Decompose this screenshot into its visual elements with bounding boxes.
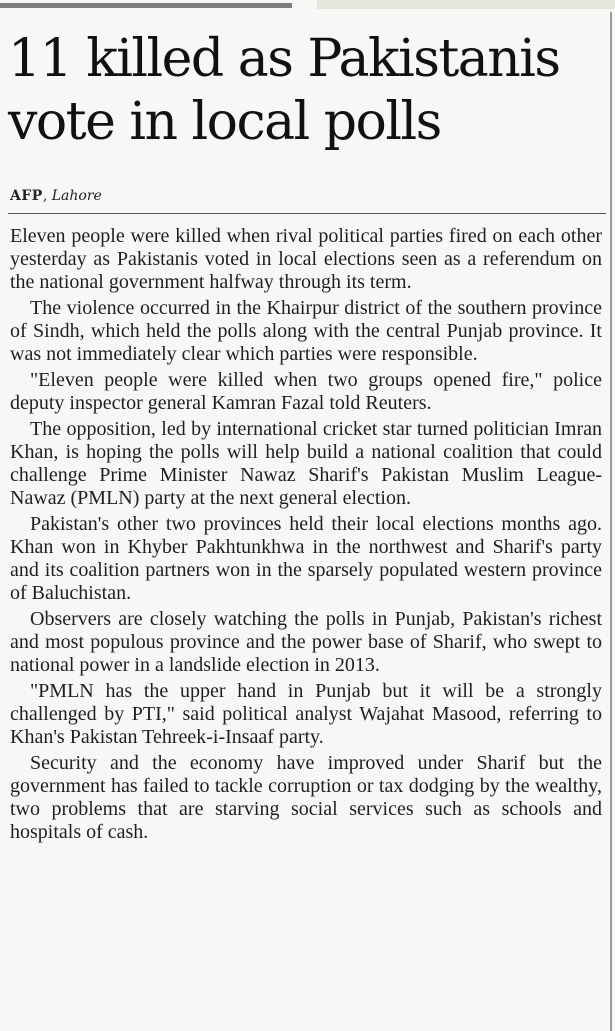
column-edge-line <box>610 12 612 1031</box>
paragraph: Security and the economy have improved under Sharif but the government has failed to tackle corruption or tax dodging by the wealthy, two problems that are starving social services such as schools and hospitals of cash. <box>10 752 602 843</box>
headline: 11 killed as Pakistanis vote in local polls <box>8 29 560 152</box>
paragraph: "PMLN has the upper hand in Punjab but it will be a strongly challenged by PTI," said political analyst Wajahat Masood, referring to Khan's Pakistan Tehreek-i-Insaaf party. <box>10 680 602 748</box>
top-rule <box>0 3 292 8</box>
byline-agency: AFP <box>10 188 43 204</box>
top-rule-shade <box>317 0 615 9</box>
paragraph: Observers are closely watching the polls in Punjab, Pakistan's richest and most populous province and the power base of Sharif, who swept to national power in a landslide election in 2013. <box>10 608 602 676</box>
paragraph: Eleven people were killed when rival political parties fired on each other yesterday as Pakistanis voted in local elections seen as a referendum on the national government halfway through its term. <box>10 225 602 293</box>
byline-divider <box>8 213 606 214</box>
article-body <box>10 225 602 847</box>
paragraph: The opposition, led by international cricket star turned politician Imran Khan, is hoping the polls will help build a national coalition that could challenge Prime Minister Nawaz Sharif's Pakistan Muslim League-Nawaz (PMLN) party at the next general election. <box>10 418 602 509</box>
byline <box>10 186 102 206</box>
byline-location: Lahore <box>51 188 102 204</box>
paragraph: The violence occurred in the Khairpur district of the southern province of Sindh, which held the polls along with the central Punjab province. It was not immediately clear which parties were responsible. <box>10 297 602 365</box>
paragraph: "Eleven people were killed when two groups opened fire," police deputy inspector general Kamran Fazal told Reuters. <box>10 369 602 414</box>
paragraph: Pakistan's other two provinces held their local elections months ago. Khan won in Khyber Pakhtunkhwa in the northwest and Sharif's party and its coalition partners won in the sparsely populated western province of Baluchistan. <box>10 513 602 604</box>
byline-separator: , <box>42 188 48 204</box>
